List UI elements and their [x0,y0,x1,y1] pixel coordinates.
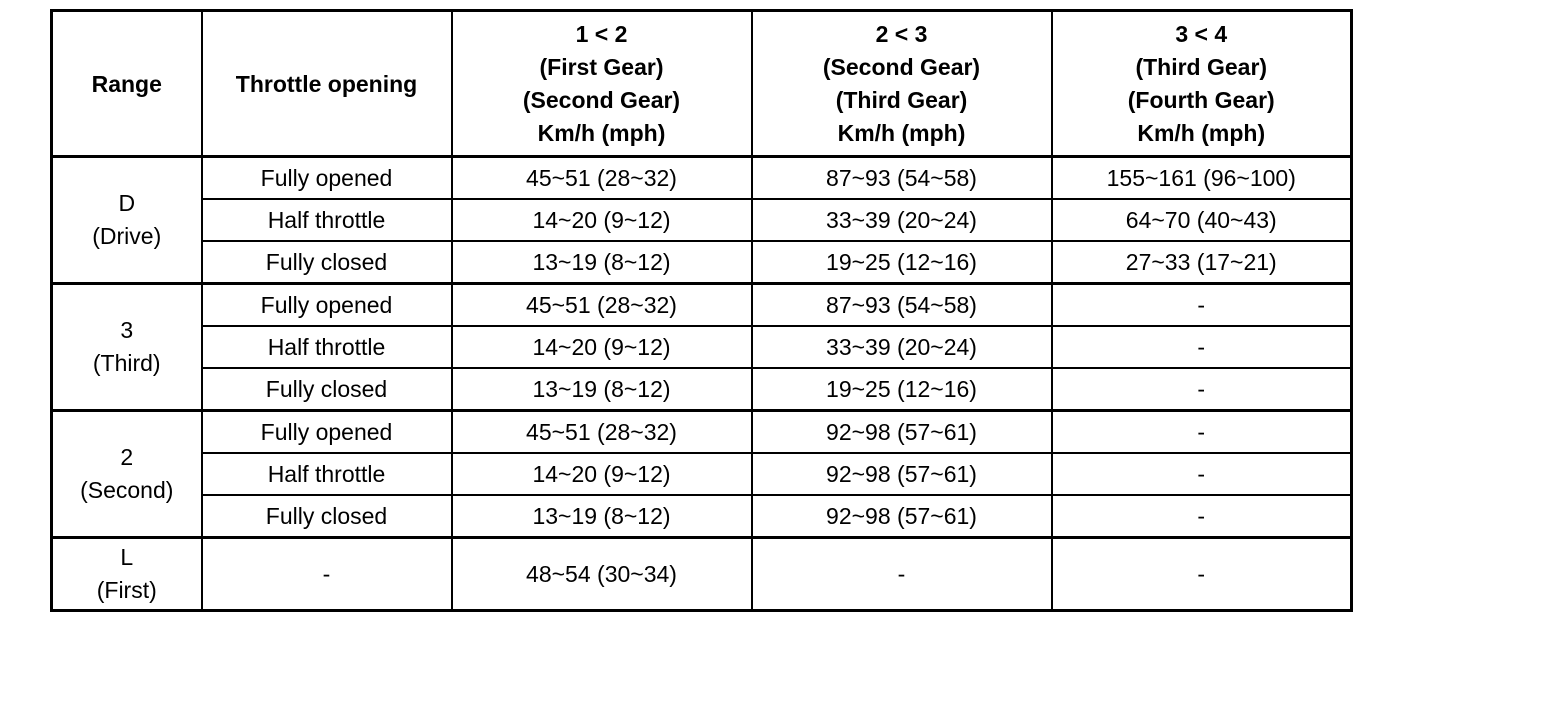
shift-2-3-cell: 92~98 (57~61) [752,453,1052,495]
shift-3-4-cell: - [1052,326,1352,368]
throttle-cell: Half throttle [202,453,452,495]
header-shift-2-3-line: Km/h (mph) [837,119,966,146]
throttle-cell: Fully closed [202,368,452,411]
throttle-cell: Half throttle [202,326,452,368]
shift-3-4-cell: - [1052,495,1352,538]
header-shift-3-4-line: Km/h (mph) [1137,119,1266,146]
shift-1-2-cell: 48~54 (30~34) [452,538,752,611]
range-code: 3 [120,317,134,343]
header-shift-3-4-line: 3 < 4 [1175,20,1228,47]
range-code: 2 [120,444,134,470]
shift-3-4-cell: - [1052,538,1352,611]
throttle-cell: Fully opened [202,284,452,327]
table-row [52,326,1352,368]
throttle-cell: Fully closed [202,241,452,284]
header-shift-2-3-line: (Second Gear) [822,53,981,80]
shift-1-2-cell: 13~19 (8~12) [452,241,752,284]
table-row [52,199,1352,241]
range-label: (Drive) [92,223,162,249]
shift-3-4-cell: - [1052,411,1352,454]
header-throttle-opening: Throttle opening [202,11,452,157]
shift-2-3-cell: 33~39 (20~24) [752,326,1052,368]
shift-2-3-cell: 87~93 (54~58) [752,157,1052,200]
shift-3-4-cell: - [1052,284,1352,327]
shift-3-4-cell: 64~70 (40~43) [1052,199,1352,241]
shift-2-3-cell: 92~98 (57~61) [752,411,1052,454]
table-row [52,284,1352,327]
range-cell-drive [52,157,202,284]
table-row [52,411,1352,454]
range-code: L [120,544,134,570]
header-shift-3-4-line: (Third Gear) [1135,53,1268,80]
throttle-cell: - [202,538,452,611]
header-shift-3-4-line: (Fourth Gear) [1127,86,1275,113]
table-row [52,495,1352,538]
range-cell-first [52,538,202,611]
shift-1-2-cell: 45~51 (28~32) [452,411,752,454]
header-shift-2-3-line: (Third Gear) [835,86,968,113]
shift-1-2-cell: 13~19 (8~12) [452,495,752,538]
shift-3-4-cell: 155~161 (96~100) [1052,157,1352,200]
range-label: (First) [96,577,157,603]
table-row [52,368,1352,411]
throttle-cell: Fully opened [202,411,452,454]
shift-1-2-cell: 14~20 (9~12) [452,326,752,368]
table-row [52,538,1352,611]
throttle-cell: Fully closed [202,495,452,538]
header-row [52,11,1352,157]
shift-2-3-cell: 19~25 (12~16) [752,241,1052,284]
shift-3-4-cell: - [1052,368,1352,411]
shift-speed-table [50,9,1353,612]
shift-2-3-cell: 87~93 (54~58) [752,284,1052,327]
header-shift-1-2-line: Km/h (mph) [537,119,666,146]
table-row [52,157,1352,200]
shift-3-4-cell: - [1052,453,1352,495]
range-cell-second [52,411,202,538]
table-row [52,453,1352,495]
shift-2-3-cell: 19~25 (12~16) [752,368,1052,411]
shift-2-3-cell: - [752,538,1052,611]
shift-1-2-cell: 14~20 (9~12) [452,453,752,495]
header-shift-3-4 [1052,11,1352,157]
shift-2-3-cell: 92~98 (57~61) [752,495,1052,538]
header-shift-1-2-line: 1 < 2 [575,20,628,47]
throttle-cell: Half throttle [202,199,452,241]
header-shift-1-2 [452,11,752,157]
header-shift-2-3 [752,11,1052,157]
range-label: (Second) [80,477,174,503]
range-cell-third [52,284,202,411]
range-label: (Third) [92,350,161,376]
header-shift-2-3-line: 2 < 3 [875,20,928,47]
shift-1-2-cell: 14~20 (9~12) [452,199,752,241]
shift-1-2-cell: 13~19 (8~12) [452,368,752,411]
header-shift-1-2-line: (First Gear) [539,53,664,80]
shift-1-2-cell: 45~51 (28~32) [452,284,752,327]
table-row [52,241,1352,284]
shift-1-2-cell: 45~51 (28~32) [452,157,752,200]
shift-2-3-cell: 33~39 (20~24) [752,199,1052,241]
range-code: D [118,190,136,216]
shift-3-4-cell: 27~33 (17~21) [1052,241,1352,284]
header-range: Range [52,11,202,157]
throttle-cell: Fully opened [202,157,452,200]
header-shift-1-2-line: (Second Gear) [522,86,681,113]
